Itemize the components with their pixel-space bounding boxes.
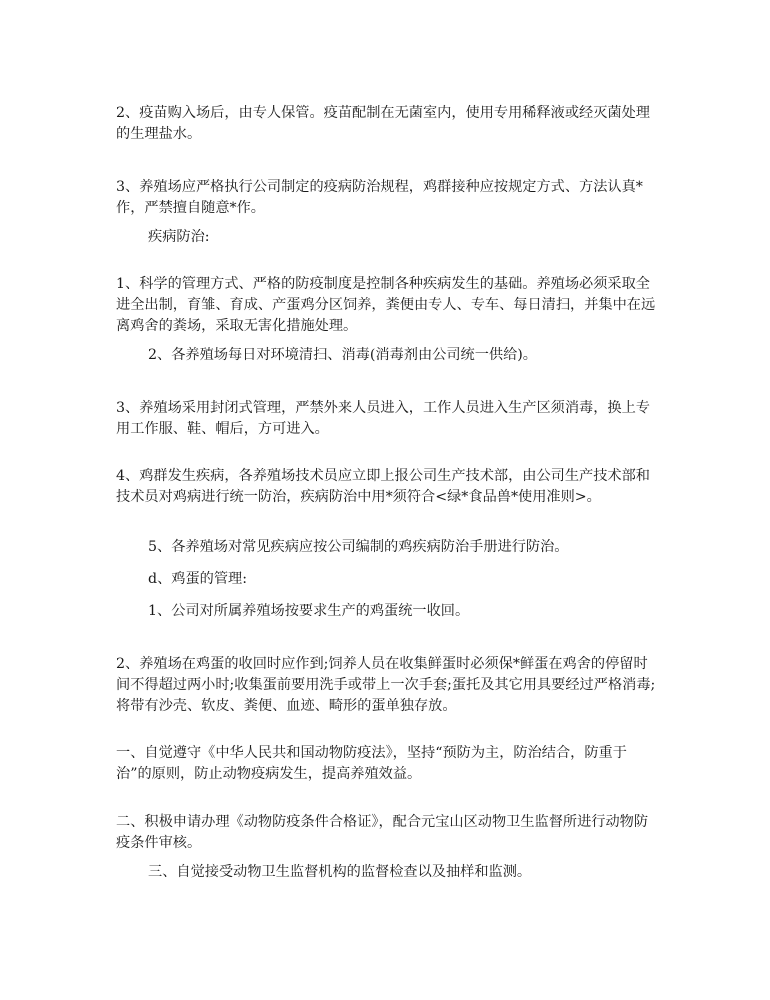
paragraph-disease-reporting: 4、鸡群发生疾病，各养殖场技术员应立即上报公司生产技术部，由公司生产技术部和技术员对鸡病进行统一防治，疾病防治中用*须符合<绿*食品兽*使用准则>。 [116,468,650,505]
paragraph-egg-handling: 2、养殖场在鸡蛋的收回时应作到;饲养人员在收集鲜蛋时必须保*鲜蛋在鸡舍的停留时间不得超过两小时;收集蛋前要用洗手或带上一次手套;蛋托及其它用具要经过严格消毒;将带有沙壳、软皮、粪便、血迹、畸形的蛋单独存放。 [116,656,656,714]
paragraph-disease-manual: 5、各养殖场对常见疾病应按公司编制的鸡疾病防治手册进行防治。 [148,539,569,555]
paragraph-law-compliance: 一、自觉遵守《中华人民共和国动物防疫法》，坚持“预防为主，防治结合，防重于治”的原则，防止动物疫病发生，提高养殖效益。 [116,745,627,782]
section-heading-egg-management: d、鸡蛋的管理: [148,571,247,587]
paragraph-management-system: 1、科学的管理方式、严格的防疫制度是控制各种疾病发生的基础。养殖场必须采取全进全出制，育雏、育成、产蛋鸡分区饲养，粪便由专人、专车、每日清扫，并集中在远离鸡舍的粪场，采取无害化措施处理。 [116,276,656,334]
paragraph-supervision-inspection: 三、自觉接受动物卫生监督机构的监督检查以及抽样和监测。 [148,864,532,880]
paragraph-vaccination-rules: 3、养殖场应严格执行公司制定的疫病防治规程，鸡群接种应按规定方式、方法认真*作，严禁擅自随意*作。 [116,179,643,216]
paragraph-egg-collection: 1、公司对所属养殖场按要求生产的鸡蛋统一收回。 [148,603,470,619]
paragraph-daily-disinfection: 2、各养殖场每日对环境清扫、消毒(消毒剂由公司统一供给)。 [148,347,537,363]
paragraph-closed-management: 3、养殖场采用封闭式管理，严禁外来人员进入，工作人员进入生产区须消毒，换上专用工作服、鞋、帽后，方可进入。 [116,400,650,437]
paragraph-certificate-application: 二、积极申请办理《动物防疫条件合格证》，配合元宝山区动物卫生监督所进行动物防疫条件审核。 [116,814,649,851]
section-heading-disease-prevention: 疾病防治: [148,229,210,245]
paragraph-vaccine-storage: 2、疫苗购入场后，由专人保管。疫苗配制在无菌室内，使用专用稀释液或经灭菌处理的生理盐水。 [116,105,650,142]
